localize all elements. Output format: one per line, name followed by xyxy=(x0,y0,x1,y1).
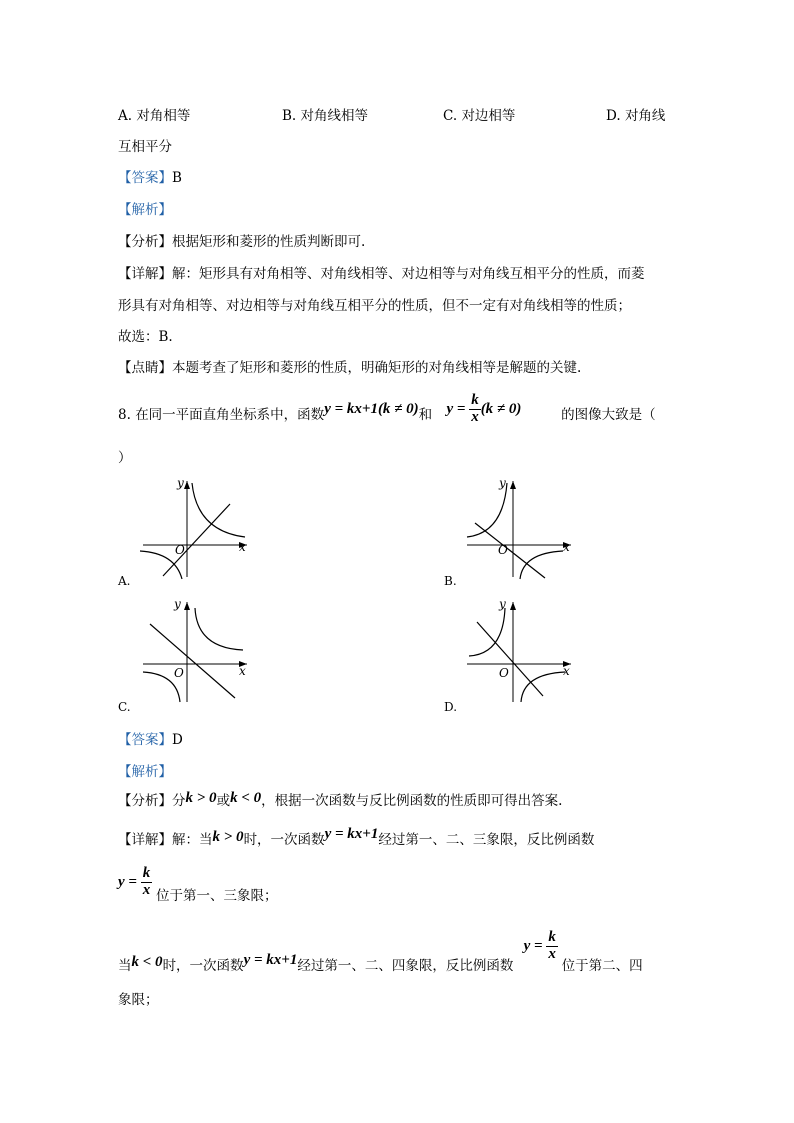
q8-analysis: 【分析】分k > 0或k < 0，根据一次函数与反比例函数的性质即可得出答案. xyxy=(118,790,563,809)
q8-detail-line-4: 象限； xyxy=(118,992,159,1008)
q7-option-d-continued: 互相平分 xyxy=(118,139,172,155)
q8-func1: y = kx+1(k ≠ 0) xyxy=(324,401,419,417)
graph-a-y-label: y xyxy=(177,476,184,490)
graph-d-option-label: D. xyxy=(444,700,458,714)
graph-b-origin-label: O xyxy=(498,543,508,557)
q8-jiexi-tag: 【解析】 xyxy=(118,764,172,780)
q8-detail-line-1: 【详解】解：当k > 0时，一次函数y = kx+1经过第一、二、三象限，反比例函数 xyxy=(118,826,595,848)
graph-d xyxy=(465,598,585,708)
q8-stem: 8. 在同一平面直角坐标系中，函数y = kx+1(k ≠ 0)和 y = $\frac{k}{x}$ (k ≠ 0) 的图像大致是（ xyxy=(118,392,656,426)
graph-b-y-label: y xyxy=(499,476,506,490)
q7-jiexi-tag: 【解析】 xyxy=(118,202,172,218)
graph-a-origin-label: O xyxy=(175,543,185,557)
q8-detail-line-2: y = $\frac{k}{x}$ 位于第一、三象限； xyxy=(118,865,278,904)
q8-func2: y = $\frac{k}{x}$ (k ≠ 0) xyxy=(446,392,522,426)
q7-detail-line-2: 形具有对角相等、对边相等与对角线互相平分的性质，但不一定有对角线相等的性质； xyxy=(118,298,631,314)
graph-b-option-label: B. xyxy=(444,574,457,588)
q7-detail-line-1: 【详解】解：矩形具有对角相等、对角线相等、对边相等与对角线互相平分的性质，而菱 xyxy=(118,266,645,282)
graph-b xyxy=(465,473,585,583)
q8-answer: 【答案】D xyxy=(118,732,183,748)
graph-a xyxy=(135,473,255,583)
graph-d-origin-label: O xyxy=(499,666,509,680)
graph-a-x-label: x xyxy=(239,540,246,554)
graph-c-y-label: y xyxy=(174,597,181,611)
graph-b-x-label: x xyxy=(563,540,570,554)
answer-tag: 【答案】 xyxy=(118,170,172,186)
q7-option-d: D. 对角线 xyxy=(606,108,666,124)
q7-comment: 【点睛】本题考查了矩形和菱形的性质，明确矩形的对角线相等是解题的关键. xyxy=(118,360,582,376)
q7-option-a: A. 对角相等 xyxy=(118,108,191,124)
q7-option-b: B. 对角线相等 xyxy=(282,108,369,124)
q7-option-c: C. 对边相等 xyxy=(443,108,516,124)
graph-c-x-label: x xyxy=(239,664,246,678)
q7-analysis: 【分析】根据矩形和菱形的性质判断即可. xyxy=(118,234,366,250)
graph-c-origin-label: O xyxy=(174,666,184,680)
answer-tag: 【答案】 xyxy=(118,732,172,748)
q8-stem-close: ） xyxy=(118,450,132,466)
graph-d-y-label: y xyxy=(499,597,506,611)
q7-answer: 【答案】B xyxy=(118,170,182,186)
graph-c-option-label: C. xyxy=(118,700,131,714)
q8-detail-line-3: 当k < 0时，一次函数y = kx+1经过第一、二、四象限，反比例函数 y = $\frac{k}{x}$ 位于第二、四 xyxy=(118,929,643,974)
graph-a-option-label: A. xyxy=(118,574,131,588)
graph-d-x-label: x xyxy=(563,664,570,678)
q7-choice: 故选：B. xyxy=(118,329,173,345)
graph-c xyxy=(135,598,255,708)
